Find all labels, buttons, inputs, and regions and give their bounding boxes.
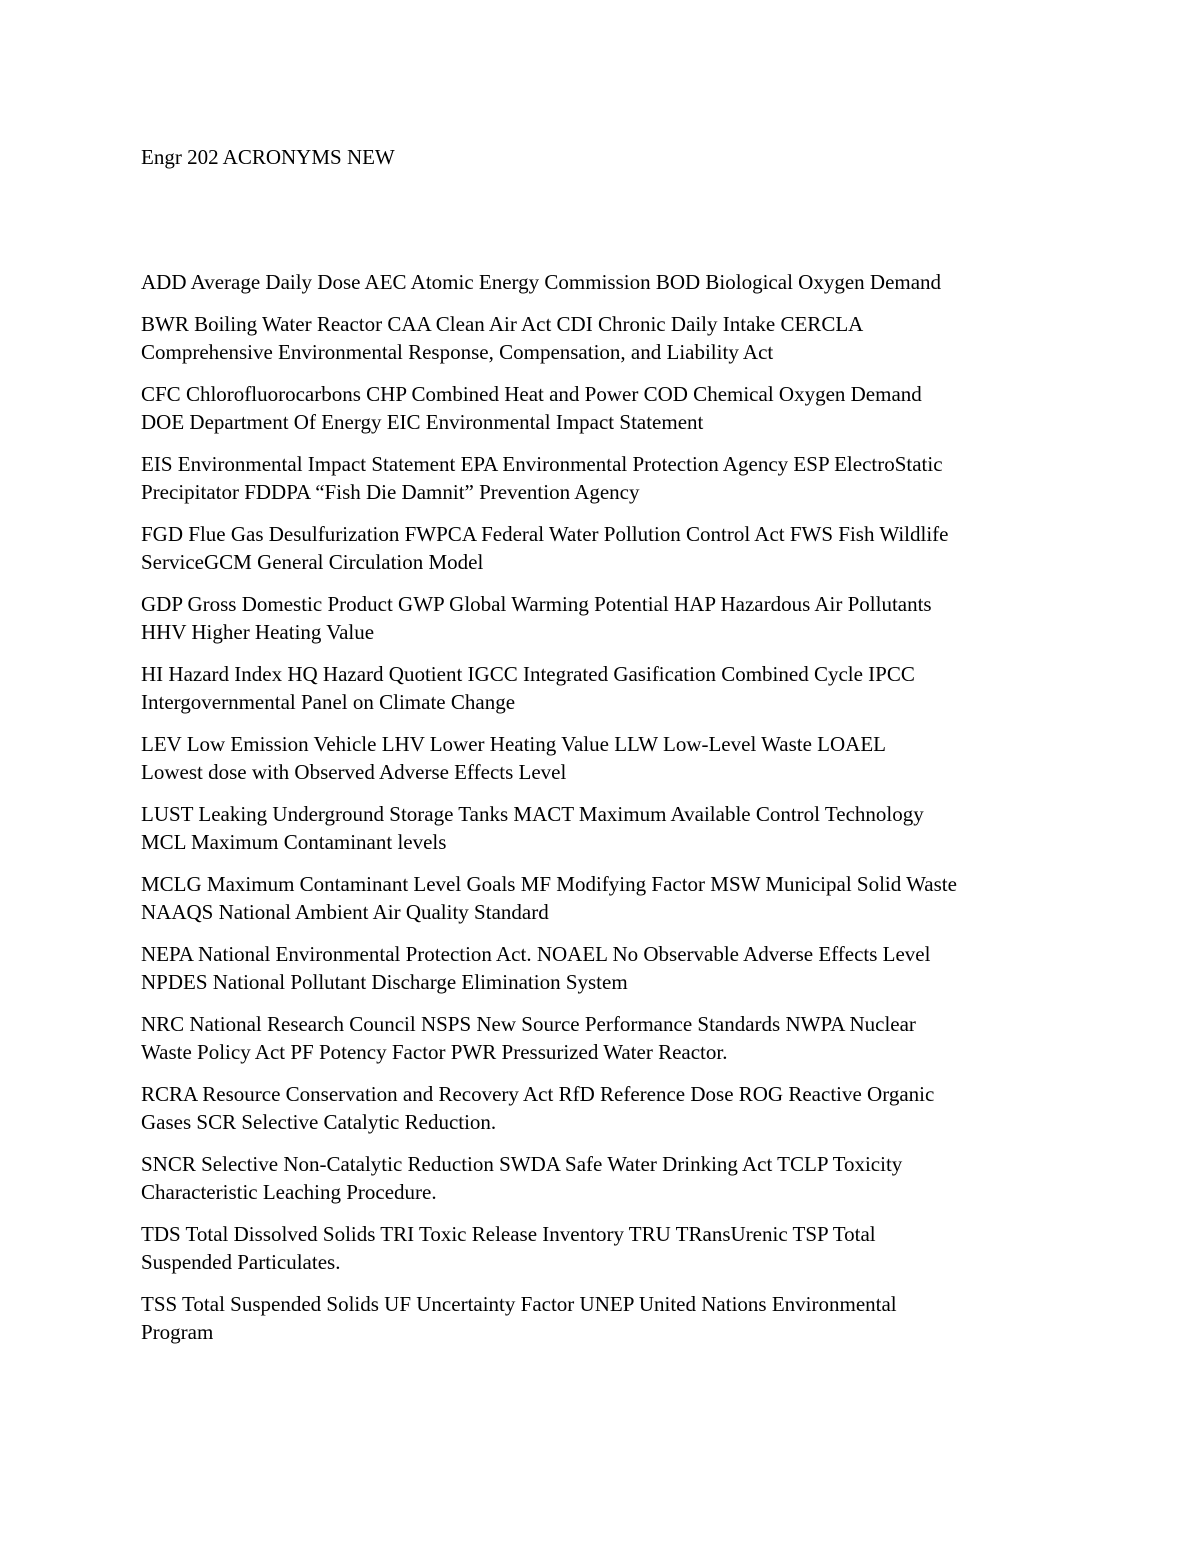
paragraph-line: Waste Policy Act PF Potency Factor PWR Pressurized Water Reactor. [141,1039,728,1064]
paragraph-line: FGD Flue Gas Desulfurization FWPCA Federal Water Pollution Control Act FWS Fish Wildlife [141,522,949,547]
paragraph-line: DOE Department Of Energy EIC Environmental Impact Statement [141,409,704,434]
paragraph [141,1151,1066,1206]
paragraph-line: HI Hazard Index HQ Hazard Quotient IGCC Integrated Gasification Combined Cycle IPCC [141,662,915,687]
paragraph-line: CFC Chlorofluorocarbons CHP Combined Heat and Power COD Chemical Oxygen Demand [141,382,922,407]
paragraph-line: RCRA Resource Conservation and Recovery Act RfD Reference Dose ROG Reactive Organic [141,1082,935,1107]
paragraph-line: Program [141,1319,214,1344]
paragraph [141,1291,1066,1346]
paragraph-line: EIS Environmental Impact Statement EPA Environmental Protection Agency ESP ElectroStatic [141,452,943,477]
paragraph [141,801,1066,856]
paragraph-line: Suspended Particulates. [141,1249,341,1274]
paragraph-line: Gases SCR Selective Catalytic Reduction. [141,1109,497,1134]
paragraph [141,731,1066,786]
paragraph-line: ServiceGCM General Circulation Model [141,549,484,574]
paragraph [141,451,1066,506]
paragraph-line: BWR Boiling Water Reactor CAA Clean Air Act CDI Chronic Daily Intake CERCLA [141,312,864,337]
paragraph-line: MCL Maximum Contaminant levels [141,829,447,854]
paragraph-line: MCLG Maximum Contaminant Level Goals MF Modifying Factor MSW Municipal Solid Waste [141,872,957,897]
document-title: Engr 202 ACRONYMS NEW [141,145,395,169]
paragraph [141,381,1066,436]
paragraph-line: ADD Average Daily Dose AEC Atomic Energy Commission BOD Biological Oxygen Demand [141,270,942,294]
paragraph-line: NPDES National Pollutant Discharge Elimination System [141,969,628,994]
paragraph [141,1011,1066,1066]
paragraph [141,1081,1066,1136]
paragraph [141,871,1066,926]
paragraph-line: GDP Gross Domestic Product GWP Global Warming Potential HAP Hazardous Air Pollutants [141,592,932,617]
paragraph-line: Lowest dose with Observed Adverse Effects Level [141,759,567,784]
paragraph [141,941,1066,996]
paragraph-line: Intergovernmental Panel on Climate Change [141,689,516,714]
paragraph-line: Precipitator FDDPA “Fish Die Damnit” Prevention Agency [141,479,640,504]
paragraph-line: HHV Higher Heating Value [141,619,375,644]
paragraph-line: LUST Leaking Underground Storage Tanks MACT Maximum Available Control Technology [141,802,924,827]
paragraph [141,591,1066,646]
paragraph-line: TSS Total Suspended Solids UF Uncertainty Factor UNEP United Nations Environmental [141,1292,897,1317]
paragraph-line: LEV Low Emission Vehicle LHV Lower Heating Value LLW Low-Level Waste LOAEL [141,732,886,757]
paragraph [141,269,1066,297]
paragraph-line: NEPA National Environmental Protection Act. NOAEL No Observable Adverse Effects Level [141,942,931,967]
paragraph [141,521,1066,576]
paragraph-line: NAAQS National Ambient Air Quality Standard [141,899,549,924]
paragraph-line: Characteristic Leaching Procedure. [141,1179,437,1204]
paragraph [141,661,1066,716]
document-body [141,269,1066,1361]
paragraph [141,311,1066,366]
paragraph-line: NRC National Research Council NSPS New Source Performance Standards NWPA Nuclear [141,1012,916,1037]
paragraph-line: Comprehensive Environmental Response, Compensation, and Liability Act [141,339,774,364]
paragraph [141,1221,1066,1276]
paragraph-line: SNCR Selective Non-Catalytic Reduction SWDA Safe Water Drinking Act TCLP Toxicity [141,1152,903,1177]
paragraph-line: TDS Total Dissolved Solids TRI Toxic Release Inventory TRU TRansUrenic TSP Total [141,1222,876,1247]
